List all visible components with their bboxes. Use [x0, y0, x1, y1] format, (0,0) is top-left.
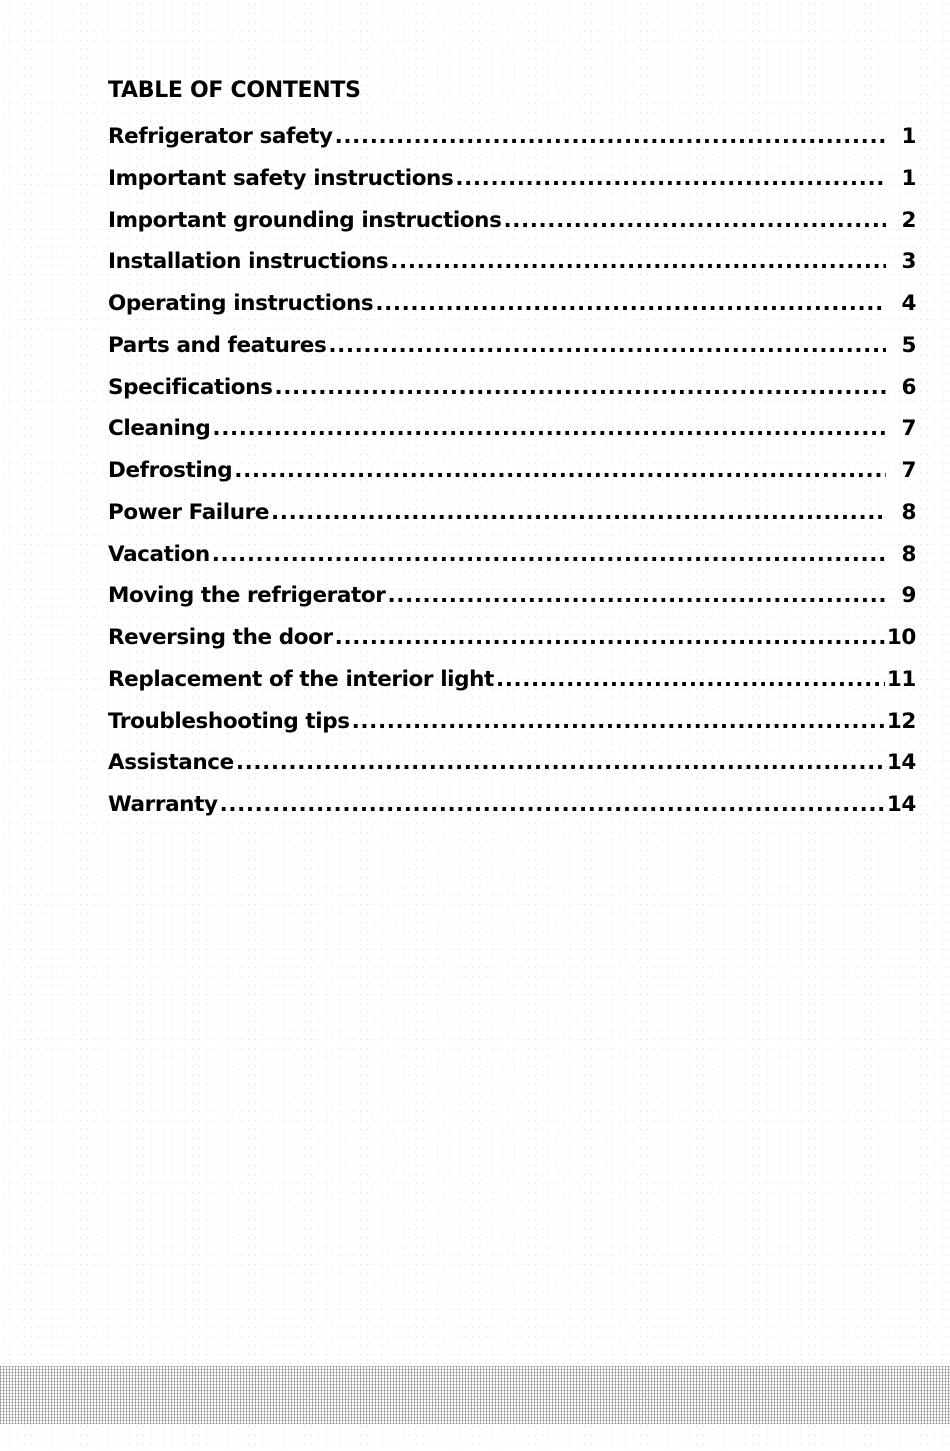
toc-entry	[108, 458, 916, 500]
toc-entry-label: Defrosting	[108, 458, 233, 483]
toc-dot-leader	[274, 375, 886, 400]
toc-entry-label: Moving the refrigerator	[108, 583, 386, 609]
toc-entry-page: 2	[901, 207, 916, 233]
toc-entry-page: 7	[901, 416, 916, 442]
toc-entry-label: Warranty	[108, 792, 218, 817]
toc-entry	[108, 333, 916, 375]
toc-entry-label: Power Failure	[108, 499, 270, 525]
toc-dot-leader	[335, 124, 886, 149]
toc-entry-label: Parts and features	[108, 332, 327, 358]
toc-entry-label: Operating instructions	[108, 291, 374, 316]
toc-entry-label: Cleaning	[108, 416, 211, 442]
toc-entry-label: Replacement of the interior light	[108, 666, 494, 692]
toc-entry-label: Reversing the door	[108, 625, 333, 650]
scan-noise-band	[0, 1366, 950, 1424]
toc-entry-label: Specifications	[108, 374, 273, 400]
toc-entry	[108, 583, 916, 625]
toc-dot-leader	[212, 542, 886, 567]
toc-entry-page: 11	[886, 666, 916, 692]
toc-dot-leader	[212, 416, 886, 441]
toc-dot-leader	[271, 500, 886, 525]
toc-dot-leader	[220, 792, 885, 817]
toc-dot-leader	[503, 208, 886, 233]
toc-entry	[108, 542, 916, 584]
toc-entry	[108, 667, 916, 709]
toc-entry-label: Vacation	[108, 541, 210, 567]
toc-dot-leader	[328, 333, 886, 358]
toc-entry-page: 12	[886, 708, 916, 734]
toc-dot-leader	[455, 166, 886, 191]
toc-dot-leader	[236, 750, 885, 775]
toc-entry	[108, 500, 916, 542]
toc-entry-page: 6	[901, 374, 916, 400]
toc-entry-label: Troubleshooting tips	[108, 708, 350, 734]
toc-entry-label: Refrigerator safety	[108, 124, 333, 149]
toc-entry-page: 10	[886, 625, 916, 650]
toc-entry-page: 3	[901, 249, 916, 275]
toc-entry	[108, 124, 916, 166]
toc-entry-page: 8	[901, 499, 916, 525]
toc-entry	[108, 792, 916, 834]
toc-entry	[108, 166, 916, 208]
toc-entry	[108, 625, 916, 667]
toc-entry-label: Important grounding instructions	[108, 207, 502, 233]
toc-dot-leader	[496, 667, 885, 692]
toc-dot-leader	[335, 625, 885, 650]
toc-list	[108, 124, 916, 834]
toc-entry-page: 8	[901, 541, 916, 567]
toc-entry-page: 1	[901, 124, 916, 149]
toc-dot-leader	[387, 583, 886, 608]
toc-entry	[108, 208, 916, 250]
toc-entry	[108, 750, 916, 792]
toc-entry	[108, 416, 916, 458]
toc-entry-label: Important safety instructions	[108, 165, 454, 191]
toc-entry-page: 14	[886, 792, 916, 817]
toc-entry	[108, 249, 916, 291]
toc-entry	[108, 375, 916, 417]
toc-entry-page: 1	[901, 165, 916, 191]
toc-entry-page: 9	[901, 583, 916, 609]
toc-entry-page: 4	[901, 291, 916, 316]
toc-title: TABLE OF CONTENTS	[108, 78, 361, 103]
toc-entry-page: 14	[886, 750, 916, 776]
toc-entry-label: Assistance	[108, 750, 234, 776]
toc-dot-leader	[390, 249, 886, 274]
toc-entry-page: 5	[901, 332, 916, 358]
toc-dot-leader	[234, 458, 886, 483]
toc-dot-leader	[375, 291, 886, 316]
toc-entry-page: 7	[901, 458, 916, 483]
toc-entry	[108, 291, 916, 333]
toc-dot-leader	[352, 709, 885, 734]
toc-entry-label: Installation instructions	[108, 249, 389, 275]
toc-entry	[108, 709, 916, 751]
